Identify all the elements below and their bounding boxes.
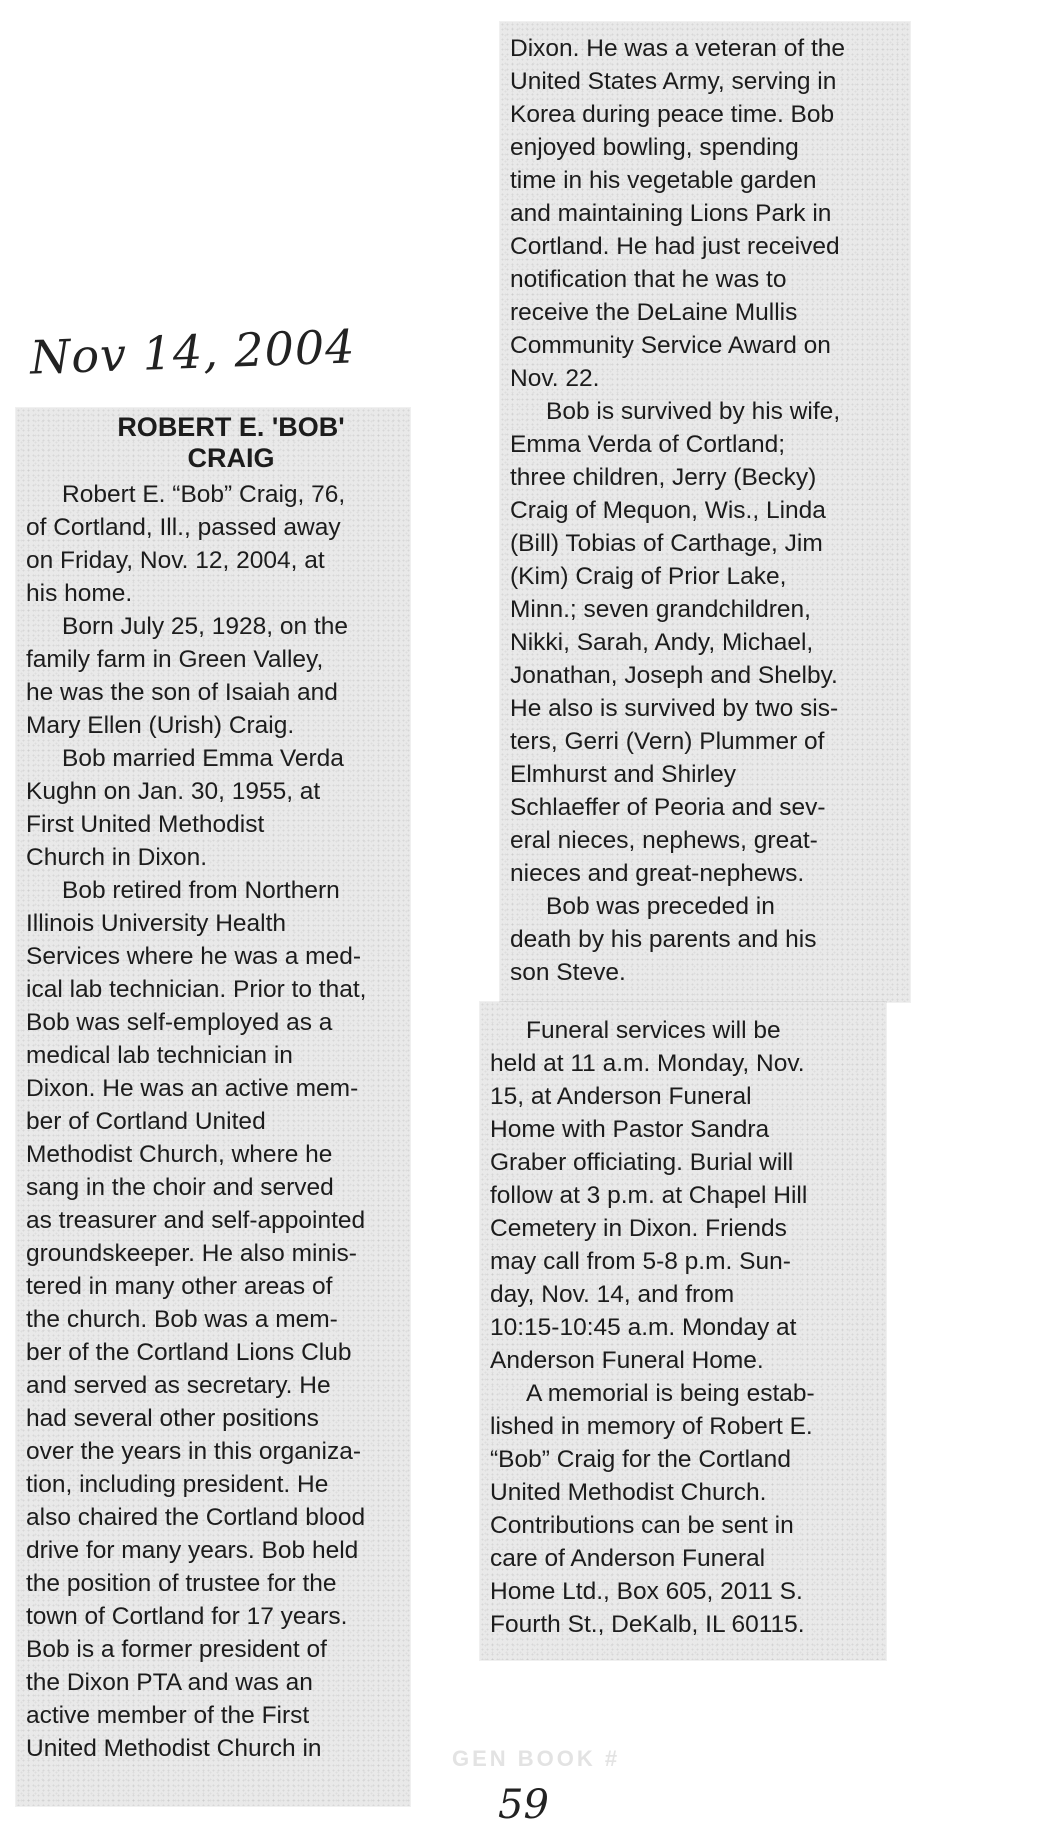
left-body (26, 478, 406, 1765)
text-line: care of Anderson Funeral (490, 1545, 766, 1572)
text-line: Minn.; seven grandchildren, (510, 596, 811, 623)
text-line: 10:15-10:45 a.m. Monday at (490, 1314, 797, 1341)
text-line: Home with Pastor Sandra (490, 1116, 770, 1143)
text-line: Elmhurst and Shirley (510, 761, 737, 788)
text-line: Community Service Award on (510, 332, 831, 359)
text-line: Nov. 22. (510, 365, 600, 392)
paragraph (510, 395, 910, 890)
text-line: Robert E. “Bob” Craig, 76, (62, 481, 346, 508)
text-line: Anderson Funeral Home. (490, 1347, 764, 1374)
paragraph (490, 1014, 885, 1377)
text-line: and served as secretary. He (26, 1372, 331, 1399)
text-line: Kughn on Jan. 30, 1955, at (26, 778, 321, 805)
headline-line: CRAIG (187, 443, 275, 473)
text-line: Bob is survived by his wife, (546, 398, 841, 425)
text-line: his home. (26, 580, 133, 607)
obituary-right-bottom-column (490, 1014, 885, 1641)
text-line: enjoyed bowling, spending (510, 134, 799, 161)
text-line: tered in many other areas of (26, 1273, 333, 1300)
text-line: Cemetery in Dixon. Friends (490, 1215, 787, 1242)
obituary-headline (26, 412, 406, 474)
text-line: Craig of Mequon, Wis., Linda (510, 497, 826, 524)
text-line: Graber officiating. Burial will (490, 1149, 794, 1176)
text-line: United States Army, serving in (510, 68, 837, 95)
text-line: the Dixon PTA and was an (26, 1669, 313, 1696)
text-line: Dixon. He was a veteran of the (510, 35, 846, 62)
text-line: Funeral services will be (526, 1017, 781, 1044)
text-line: Illinois University Health (26, 910, 287, 937)
text-line: Born July 25, 1928, on the (62, 613, 349, 640)
text-line: ical lab technician. Prior to that, (26, 976, 367, 1003)
handwritten-page-number: 59 (498, 1782, 549, 1828)
text-line: tion, including president. He (26, 1471, 329, 1498)
text-line: (Bill) Tobias of Carthage, Jim (510, 530, 823, 557)
headline-line: ROBERT E. 'BOB' (117, 412, 345, 442)
text-line: and maintaining Lions Park in (510, 200, 832, 227)
paragraph (490, 1377, 885, 1641)
text-line: held at 11 a.m. Monday, Nov. (490, 1050, 805, 1077)
paragraph (26, 478, 406, 610)
text-line: Fourth St., DeKalb, IL 60115. (490, 1611, 805, 1638)
text-line: A memorial is being estab- (526, 1380, 815, 1407)
text-line: Schlaeffer of Peoria and sev- (510, 794, 826, 821)
paragraph (26, 742, 406, 874)
text-line: Church in Dixon. (26, 844, 208, 871)
text-line: notification that he was to (510, 266, 787, 293)
text-line: follow at 3 p.m. at Chapel Hill (490, 1182, 808, 1209)
text-line: United Methodist Church in (26, 1735, 322, 1762)
text-line: Bob was self-employed as a (26, 1009, 333, 1036)
text-line: lished in memory of Robert E. (490, 1413, 813, 1440)
text-line: on Friday, Nov. 12, 2004, at (26, 547, 325, 574)
text-line: of Cortland, Ill., passed away (26, 514, 341, 541)
text-line: sang in the choir and served (26, 1174, 334, 1201)
text-line: family farm in Green Valley, (26, 646, 324, 673)
text-line: time in his vegetable garden (510, 167, 817, 194)
text-line: medical lab technician in (26, 1042, 293, 1069)
text-line: Jonathan, Joseph and Shelby. (510, 662, 838, 689)
text-line: Cortland. He had just received (510, 233, 840, 260)
text-line: 15, at Anderson Funeral (490, 1083, 752, 1110)
text-line: ters, Gerri (Vern) Plummer of (510, 728, 825, 755)
text-line: receive the DeLaine Mullis (510, 299, 798, 326)
text-line: Bob is a former president of (26, 1636, 327, 1663)
text-line: had several other positions (26, 1405, 319, 1432)
text-line: may call from 5-8 p.m. Sun- (490, 1248, 791, 1275)
text-line: Methodist Church, where he (26, 1141, 333, 1168)
text-line: Bob was preceded in (546, 893, 775, 920)
text-line: Mary Ellen (Urish) Craig. (26, 712, 295, 739)
text-line: three children, Jerry (Becky) (510, 464, 817, 491)
text-line: Bob retired from Northern (62, 877, 340, 904)
text-line: day, Nov. 14, and from (490, 1281, 735, 1308)
text-line: the position of trustee for the (26, 1570, 337, 1597)
text-line: (Kim) Craig of Prior Lake, (510, 563, 787, 590)
handwritten-date: Nov 14, 2004 (29, 319, 357, 385)
text-line: ber of the Cortland Lions Club (26, 1339, 352, 1366)
text-line: “Bob” Craig for the Cortland (490, 1446, 791, 1473)
text-line: Bob married Emma Verda (62, 745, 344, 772)
paragraph (510, 32, 910, 395)
text-line: over the years in this organiza- (26, 1438, 361, 1465)
text-line: son Steve. (510, 959, 626, 986)
text-line: active member of the First (26, 1702, 310, 1729)
text-line: Emma Verda of Cortland; (510, 431, 786, 458)
text-line: Korea during peace time. Bob (510, 101, 835, 128)
text-line: also chaired the Cortland blood (26, 1504, 366, 1531)
text-line: groundskeeper. He also minis- (26, 1240, 357, 1267)
obituary-right-top-column (510, 32, 910, 989)
text-line: United Methodist Church. (490, 1479, 767, 1506)
text-line: death by his parents and his (510, 926, 817, 953)
faint-stamp: GEN BOOK # (452, 1746, 621, 1771)
text-line: nieces and great-nephews. (510, 860, 805, 887)
text-line: as treasurer and self-appointed (26, 1207, 366, 1234)
paragraph (510, 890, 910, 989)
text-line: he was the son of Isaiah and (26, 679, 338, 706)
text-line: He also is survived by two sis- (510, 695, 839, 722)
text-line: First United Methodist (26, 811, 265, 838)
obituary-left-column (26, 412, 406, 1765)
text-line: ber of Cortland United (26, 1108, 266, 1135)
text-line: town of Cortland for 17 years. (26, 1603, 348, 1630)
text-line: the church. Bob was a mem- (26, 1306, 338, 1333)
text-line: Home Ltd., Box 605, 2011 S. (490, 1578, 803, 1605)
text-line: Services where he was a med- (26, 943, 361, 970)
text-line: drive for many years. Bob held (26, 1537, 359, 1564)
paragraph (26, 610, 406, 742)
paragraph (26, 874, 406, 1765)
text-line: Contributions can be sent in (490, 1512, 794, 1539)
text-line: Nikki, Sarah, Andy, Michael, (510, 629, 814, 656)
text-line: eral nieces, nephews, great- (510, 827, 818, 854)
text-line: Dixon. He was an active mem- (26, 1075, 359, 1102)
